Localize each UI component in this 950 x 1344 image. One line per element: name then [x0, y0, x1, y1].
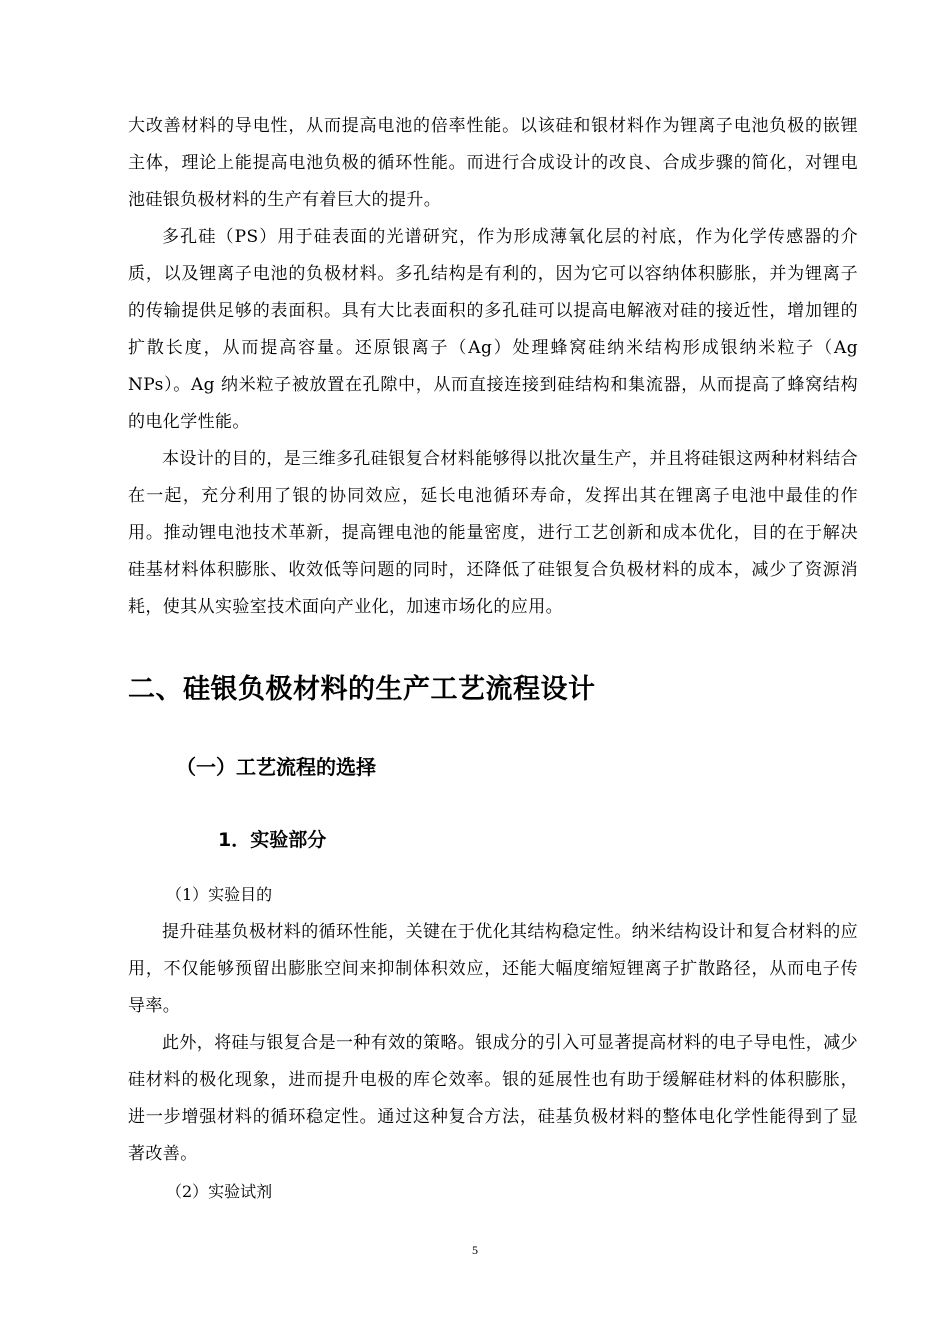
- subsection-heading: （一）工艺流程的选择: [176, 755, 376, 779]
- paragraph-continued: 大改善材料的导电性，从而提高电池的倍率性能。以该硅和银材料作为锂离子电池负极的嵌锂主体，理论上能提高电池负极的循环性能。而进行合成设计的改良、合成步骤的简化，对锂电池硅银负极材料的生产有着巨大的提升。: [128, 116, 858, 210]
- paragraph-design-purpose: 本设计的目的，是三维多孔硅银复合材料能够得以批次量生产，并且将硅银这两种材料结合在一起，充分利用了银的协同效应，延长电池循环寿命，发挥出其在锂离子电池中最佳的作用。推动锂电池技术革新，提高锂电池的能量密度，进行工艺创新和成本优化，目的在于解决硅基材料体积膨胀、收效低等问题的同时，还降低了硅银复合负极材料的成本，减少了资源消耗，使其从实验室技术面向产业化，加速市场化的应用。: [128, 449, 858, 617]
- item-heading-purpose: （1）实验目的: [166, 885, 273, 904]
- document-body: [128, 108, 858, 1211]
- section-heading: 二、硅银负极材料的生产工艺流程设计: [128, 674, 596, 705]
- page-number: 5: [472, 1243, 478, 1257]
- subsubsection-heading: 1．实验部分: [218, 829, 327, 851]
- paragraph-cycle-performance: 提升硅基负极材料的循环性能，关键在于优化其结构稳定性。纳米结构设计和复合材料的应用，不仅能够预留出膨胀空间来抑制体积效应，还能大幅度缩短锂离子扩散路径，从而电子传导率。: [128, 922, 858, 1016]
- paragraph-porous-silicon: 多孔硅（PS）用于硅表面的光谱研究，作为形成薄氧化层的衬底，作为化学传感器的介质，以及锂离子电池的负极材料。多孔结构是有利的，因为它可以容纳体积膨胀，并为锂离子的传输提供足够的表面积。具有大比表面积的多孔硅可以提高电解液对硅的接近性，增加锂的扩散长度，从而提高容量。还原银离子（Ag）处理蜂窝硅纳米结构形成银纳米粒子（Ag NPs）。Ag 纳米粒子被放置在孔隙中，从而直接连接到硅结构和集流器，从而提高了蜂窝结构的电化学性能。: [128, 227, 858, 432]
- paragraph-silver-composite: 此外，将硅与银复合是一种有效的策略。银成分的引入可显著提高材料的电子导电性，减少硅材料的极化现象，进而提升电极的库仑效率。银的延展性也有助于缓解硅材料的体积膨胀，进一步增强材料的循环稳定性。通过这种复合方法，硅基负极材料的整体电化学性能得到了显著改善。: [128, 1033, 858, 1164]
- item-heading-reagents: （2）实验试剂: [166, 1182, 273, 1201]
